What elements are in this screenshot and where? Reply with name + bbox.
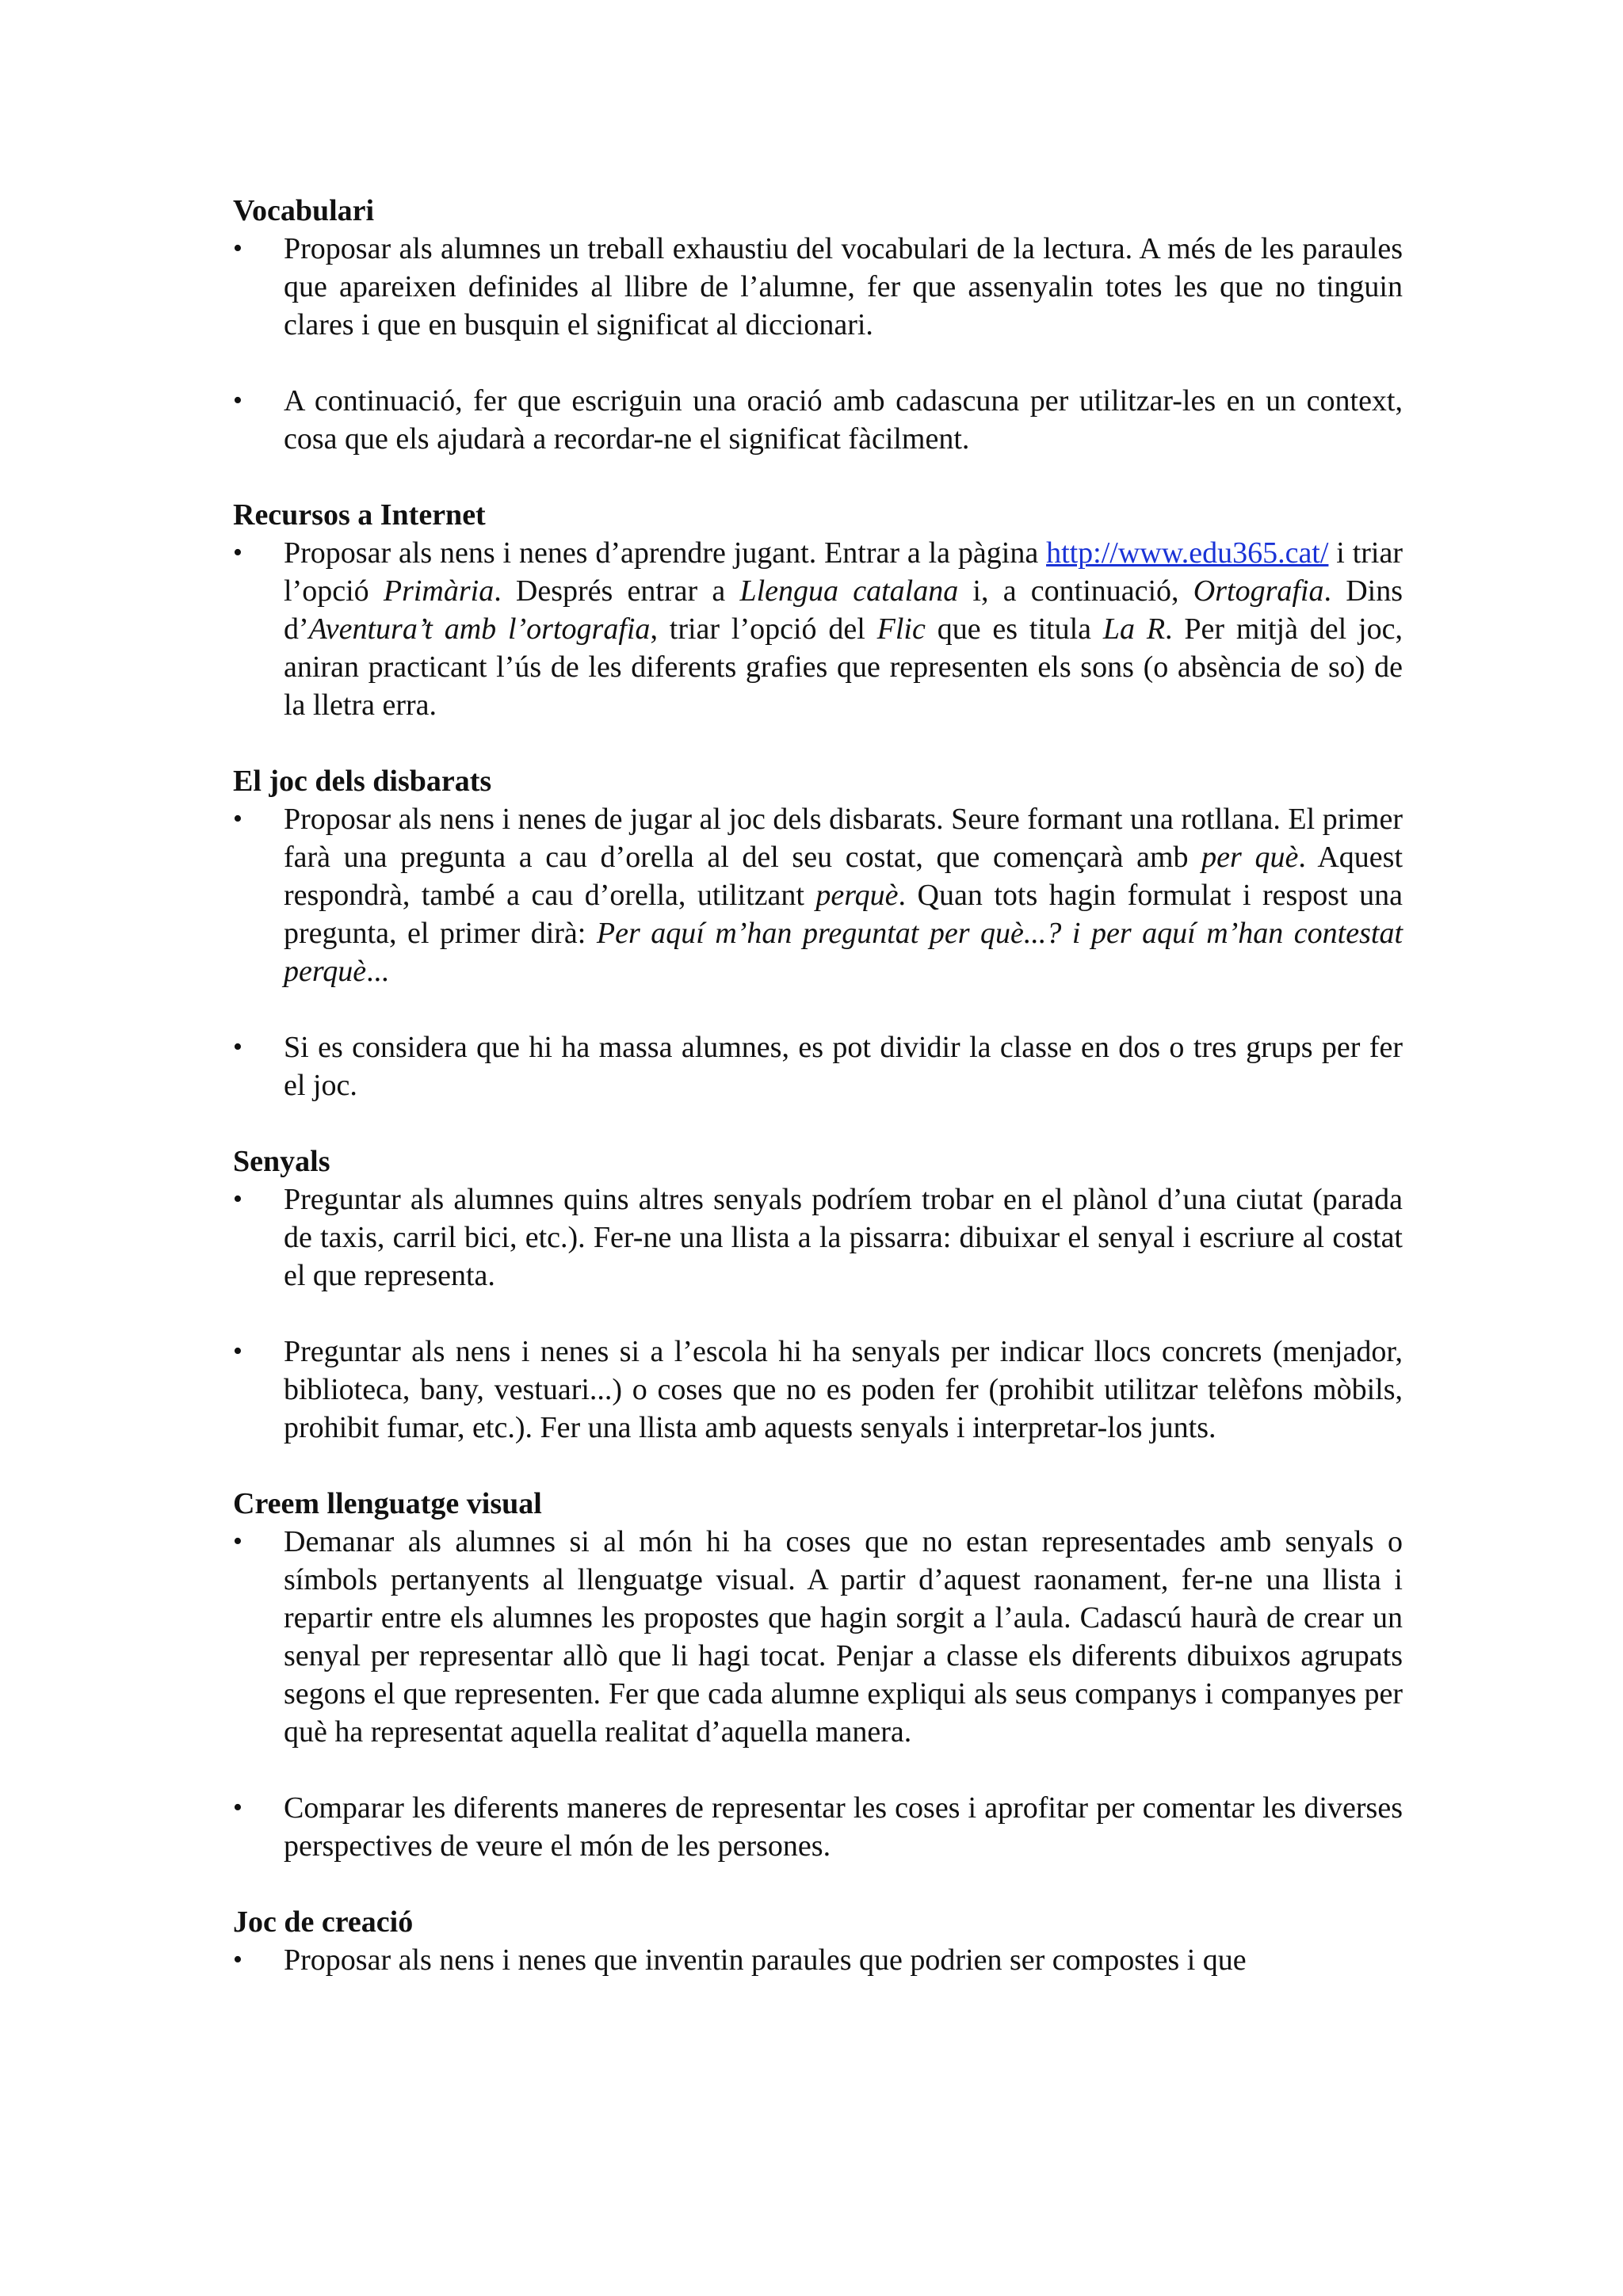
bullet-item: [233, 800, 1403, 990]
bullet-item: [233, 1789, 1403, 1865]
section: [233, 1485, 1403, 1865]
section-heading: Senyals: [233, 1145, 330, 1178]
bullet-icon: •: [233, 386, 242, 415]
bullet-item: [233, 1941, 1403, 1979]
bullet-list: [233, 800, 1403, 1104]
section: [233, 1142, 1403, 1447]
bullet-item: [233, 1028, 1403, 1104]
bullet-item: [233, 1523, 1403, 1751]
bullet-list: [233, 1523, 1403, 1865]
bullet-item: [233, 382, 1403, 458]
section: [233, 192, 1403, 458]
body-text: . Després entrar a: [494, 574, 740, 608]
section: [233, 762, 1403, 1104]
italic-text: Aventura’t amb l’ortografia: [308, 612, 651, 646]
body-text: i triar l’opció: [284, 536, 1403, 608]
italic-text: Llengua catalana: [739, 574, 959, 608]
bullet-icon: •: [233, 1793, 242, 1822]
italic-text: Primària: [383, 574, 495, 608]
bullet-icon: •: [233, 804, 242, 833]
body-text: Demanar als alumnes si al món hi ha coses que no estan representades amb senyals o símbols pertanyents al llenguatge visual. A partir d’aquest raonament, fer-ne una llista i repartir entre els alumnes les propostes que hagin sorgit a l’aula. Cadascú haurà de crear un senyal per representar allò que li hagi tocat. Penjar a classe els diferents dibuixos agrupats segons el que representen. Fer que cada alumne expliqui als seus companys i companyes per què ha representat aquella realitat d’aquella manera.: [284, 1525, 1403, 1749]
bullet-icon: •: [233, 1945, 242, 1974]
italic-text: Flic: [876, 612, 926, 646]
body-text: . Aquest respondrà, també a cau d’orella, utilitzant: [284, 841, 1403, 912]
body-text: Comparar les diferents maneres de representar les coses i aprofitar per comentar les diverses perspectives de veure el món de les persones.: [284, 1791, 1403, 1863]
body-text: Proposar als nens i nenes d’aprendre jugant. Entrar a la pàgina: [284, 536, 1047, 570]
section: [233, 496, 1403, 724]
bullet-list: [233, 1941, 1403, 1979]
body-text: Preguntar als alumnes quins altres senyals podríem trobar en el plànol d’una ciutat (parada de taxis, carril bici, etc.). Fer-ne una llista a la pissarra: dibuixar el senyal i escriure al costat el que representa.: [284, 1183, 1403, 1292]
italic-text: perquè: [815, 879, 899, 912]
body-text: que es titula: [925, 612, 1103, 646]
bullet-list: [233, 1180, 1403, 1447]
bullet-item: [233, 230, 1403, 344]
bullet-list: [233, 534, 1403, 724]
bullet-icon: •: [233, 234, 242, 263]
bullet-item: [233, 534, 1403, 724]
body-text: . Per mitjà del joc, aniran practicant l’ús de les diferents grafies que representen els sons (o absència de so) de la lletra erra.: [284, 612, 1403, 722]
body-text: , triar l’opció del: [650, 612, 877, 646]
url-link[interactable]: http://www.edu365.cat/: [1046, 536, 1329, 570]
italic-text: Per aquí m’han preguntat per què...? i per aquí m’han contestat perquè: [284, 917, 1403, 988]
body-text: Preguntar als nens i nenes si a l’escola hi ha senyals per indicar llocs concrets (menjador, biblioteca, bany, vestuari...) o coses que no es poden fer (prohibit utilitzar telèfons mòbils, prohibit fumar, etc.). Fer una llista amb aquests senyals i interpretar-los junts.: [284, 1335, 1403, 1444]
section-heading: Vocabulari: [233, 194, 375, 227]
bullet-icon: •: [233, 1527, 242, 1556]
bullet-icon: •: [233, 1184, 242, 1214]
section-heading: El joc dels disbarats: [233, 765, 492, 798]
body-text: i, a continuació,: [958, 574, 1193, 608]
section-heading: Joc de creació: [233, 1905, 414, 1939]
section-heading: Recursos a Internet: [233, 498, 486, 532]
body-text: Si es considera que hi ha massa alumnes, es pot dividir la classe en dos o tres grups per fer el joc.: [284, 1031, 1403, 1102]
body-text: ...: [366, 955, 389, 988]
body-text: A continuació, fer que escriguin una oració amb cadascuna per utilitzar-les en un context, cosa que els ajudarà a recordar-ne el significat fàcilment.: [284, 384, 1403, 456]
section-heading: Creem llenguatge visual: [233, 1487, 542, 1520]
bullet-icon: •: [233, 538, 242, 567]
italic-text: per què: [1201, 841, 1299, 874]
bullet-list: [233, 230, 1403, 458]
body-text: Proposar als alumnes un treball exhaustiu del vocabulari de la lectura. A més de les paraules que apareixen definides al llibre de l’alumne, fer que assenyalin totes les que no tinguin clares i que en busquin el significat al diccionari.: [284, 232, 1403, 341]
bullet-item: [233, 1333, 1403, 1447]
body-text: . Dins d’: [284, 574, 1403, 646]
italic-text: La R: [1102, 612, 1166, 646]
italic-text: Ortografia: [1193, 574, 1324, 608]
bullet-item: [233, 1180, 1403, 1295]
bullet-icon: •: [233, 1032, 242, 1062]
body-text: Proposar als nens i nenes de jugar al joc dels disbarats. Seure formant una rotllana. El primer farà una pregunta a cau d’orella al del seu costat, que començarà amb: [284, 803, 1403, 874]
document-page: [233, 192, 1403, 1979]
body-text: . Quan tots hagin formulat i respost una pregunta, el primer dirà:: [284, 879, 1403, 950]
body-text: Proposar als nens i nenes que inventin paraules que podrien ser compostes i que: [284, 1943, 1247, 1977]
bullet-icon: •: [233, 1337, 242, 1366]
section: [233, 1903, 1403, 1979]
